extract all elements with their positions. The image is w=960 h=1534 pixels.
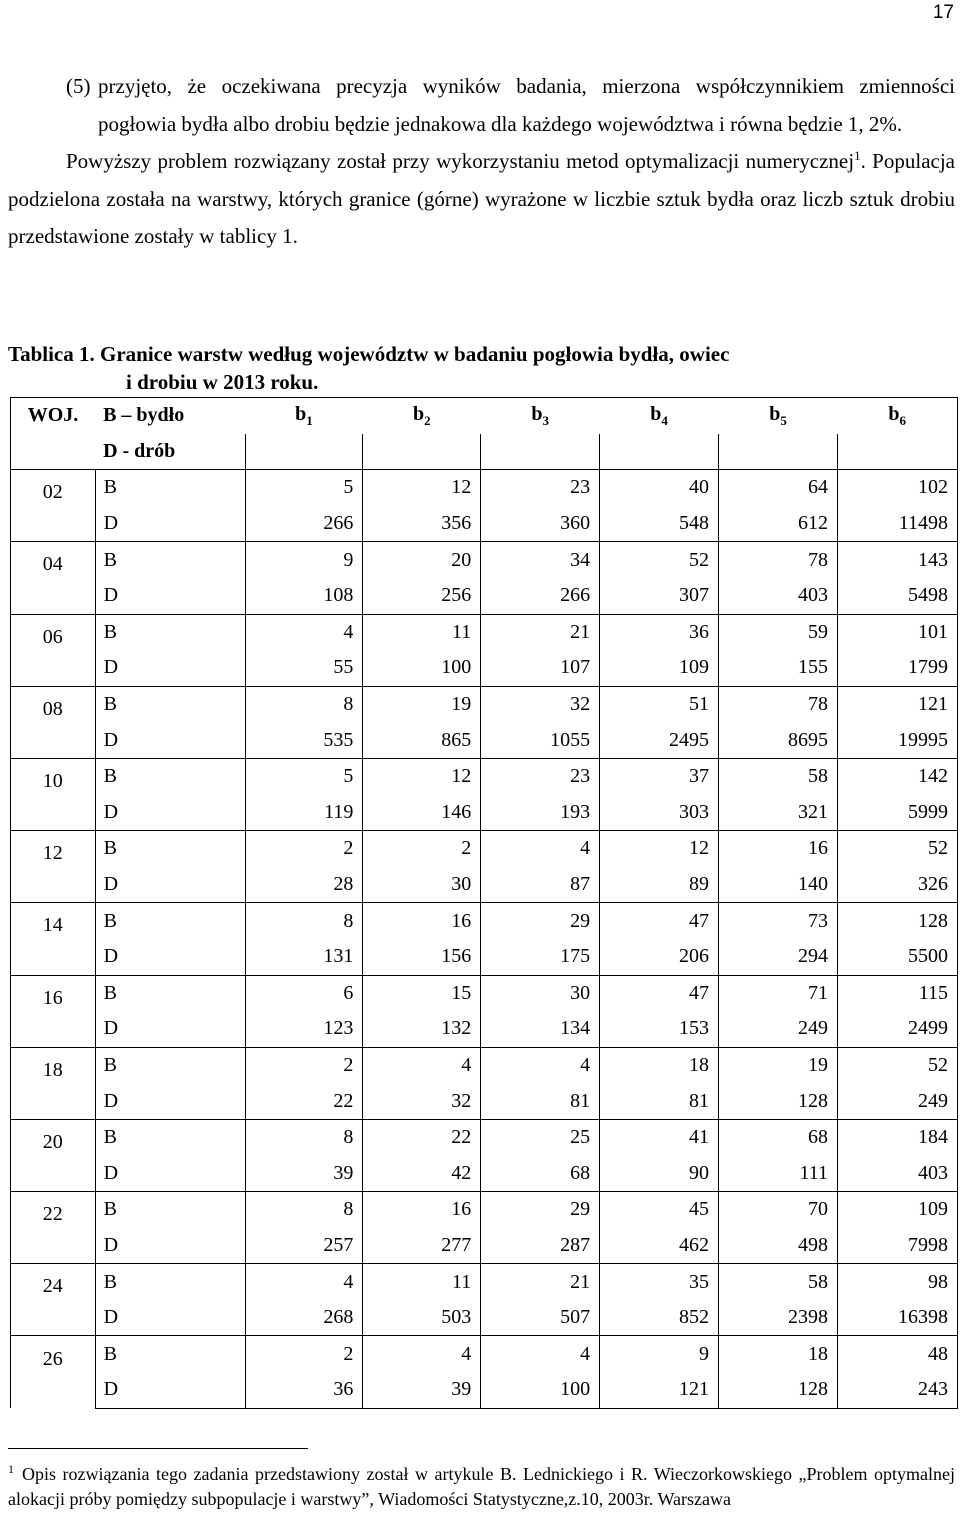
value-b4: 9	[600, 1336, 719, 1372]
value-b1: 8	[245, 1192, 363, 1228]
row-type-b: B	[95, 1192, 245, 1228]
value-b5: 68	[719, 1119, 838, 1155]
value-b5: 498	[719, 1228, 838, 1264]
table-row	[11, 758, 958, 794]
header-b2	[363, 398, 481, 434]
row-type-b: B	[95, 1264, 245, 1300]
table-row	[11, 867, 958, 903]
table-row	[11, 614, 958, 650]
value-b4: 47	[600, 903, 719, 939]
footnote-reference: 1	[854, 148, 861, 163]
value-b5: 70	[719, 1192, 838, 1228]
value-b2: 277	[363, 1228, 481, 1264]
woj-code-text: 22	[42, 1203, 63, 1226]
value-b4: 121	[600, 1372, 719, 1408]
woj-code-text: 26	[42, 1347, 63, 1370]
value-b1: 4	[245, 1264, 363, 1300]
woj-code-text: 12	[42, 842, 63, 865]
value-b2: 11	[363, 614, 481, 650]
value-b2: 16	[363, 903, 481, 939]
value-b3: 87	[481, 867, 600, 903]
table-row	[11, 975, 958, 1011]
table-header-row-2	[11, 434, 958, 470]
row-type-b: B	[95, 758, 245, 794]
value-b6: 403	[837, 1155, 957, 1191]
value-b4: 548	[600, 506, 719, 542]
value-b2: 12	[363, 758, 481, 794]
table-row	[11, 795, 958, 831]
value-b3: 23	[481, 470, 600, 506]
value-b5: 71	[719, 975, 838, 1011]
value-b3: 287	[481, 1228, 600, 1264]
value-b4: 35	[600, 1264, 719, 1300]
woj-code-text: 16	[42, 986, 63, 1009]
value-b5: 78	[719, 686, 838, 722]
value-b3: 1055	[481, 722, 600, 758]
header-b-base: b	[769, 402, 781, 425]
footnote-number: 1	[8, 1462, 14, 1476]
value-b6: 249	[837, 1083, 957, 1119]
value-b2: 146	[363, 795, 481, 831]
value-b5: 111	[719, 1155, 838, 1191]
woj-code	[11, 1264, 96, 1336]
value-b5: 2398	[719, 1300, 838, 1336]
table-row	[11, 1047, 958, 1083]
value-b2: 865	[363, 722, 481, 758]
value-b2: 4	[363, 1047, 481, 1083]
value-b5: 403	[719, 578, 838, 614]
value-b2: 32	[363, 1083, 481, 1119]
value-b3: 34	[481, 542, 600, 578]
value-b3: 4	[481, 831, 600, 867]
table-row	[11, 506, 958, 542]
table-row	[11, 903, 958, 939]
header-b-subscript: 4	[661, 412, 668, 428]
value-b1: 108	[245, 578, 363, 614]
woj-code	[11, 542, 96, 614]
table-header-row	[11, 398, 958, 434]
value-b6: 5500	[837, 939, 957, 975]
value-b2: 4	[363, 1336, 481, 1372]
row-type-b: B	[95, 470, 245, 506]
value-b6: 326	[837, 867, 957, 903]
value-b2: 11	[363, 1264, 481, 1300]
row-type-d: D	[95, 939, 245, 975]
table-row	[11, 831, 958, 867]
value-b1: 5	[245, 758, 363, 794]
value-b4: 18	[600, 1047, 719, 1083]
value-b1: 22	[245, 1083, 363, 1119]
value-b4: 89	[600, 867, 719, 903]
row-type-d: D	[95, 1228, 245, 1264]
value-b1: 8	[245, 686, 363, 722]
value-b4: 47	[600, 975, 719, 1011]
woj-code	[11, 686, 96, 758]
value-b6: 243	[837, 1372, 957, 1408]
list-item-5	[8, 68, 955, 143]
value-b1: 2	[245, 1336, 363, 1372]
header-b-subscript: 3	[542, 412, 549, 428]
woj-code	[11, 831, 96, 903]
value-b5: 73	[719, 903, 838, 939]
woj-code-text: 04	[42, 553, 63, 576]
header-b-subscript: 6	[899, 412, 907, 428]
table-row	[11, 1192, 958, 1228]
row-type-d: D	[95, 506, 245, 542]
value-b2: 2	[363, 831, 481, 867]
value-b3: 68	[481, 1155, 600, 1191]
row-type-b: B	[95, 1047, 245, 1083]
row-type-d: D	[95, 867, 245, 903]
value-b1: 4	[245, 614, 363, 650]
strata-table	[10, 397, 958, 1409]
value-b1: 6	[245, 975, 363, 1011]
value-b2: 16	[363, 1192, 481, 1228]
value-b1: 5	[245, 470, 363, 506]
row-type-b: B	[95, 903, 245, 939]
header-empty	[245, 434, 363, 470]
woj-code	[11, 903, 96, 975]
value-b6: 7998	[837, 1228, 957, 1264]
row-type-b: B	[95, 831, 245, 867]
table-row	[11, 722, 958, 758]
value-b2: 12	[363, 470, 481, 506]
table-row	[11, 1011, 958, 1047]
woj-code	[11, 975, 96, 1047]
woj-code-text: 08	[42, 697, 63, 720]
value-b1: 8	[245, 1119, 363, 1155]
woj-code	[11, 614, 96, 686]
paragraph-text-end: . Populacja podzielona została na warstwy, których granice (górne) wyrażone w liczbie sztuk bydła oraz liczb sztuk drobiu przedstawione zostały w tablicy 1.	[8, 149, 955, 248]
value-b4: 36	[600, 614, 719, 650]
header-b1	[245, 398, 363, 434]
header-b-subscript: 5	[780, 412, 787, 428]
value-b5: 321	[719, 795, 838, 831]
header-b4	[600, 398, 719, 434]
woj-code-text: 02	[42, 481, 63, 504]
table-row	[11, 578, 958, 614]
table-row	[11, 1083, 958, 1119]
header-empty	[837, 434, 957, 470]
row-type-b: B	[95, 1119, 245, 1155]
woj-code-text: 24	[42, 1275, 63, 1298]
value-b4: 52	[600, 542, 719, 578]
header-empty	[719, 434, 838, 470]
value-b5: 58	[719, 758, 838, 794]
woj-code	[11, 470, 96, 542]
value-b2: 42	[363, 1155, 481, 1191]
table-caption-line2: i drobiu w 2013 roku.	[126, 370, 319, 394]
value-b1: 36	[245, 1372, 363, 1408]
table-row	[11, 1155, 958, 1191]
value-b3: 360	[481, 506, 600, 542]
value-b5: 16	[719, 831, 838, 867]
value-b3: 4	[481, 1336, 600, 1372]
page-number: 17	[932, 2, 954, 23]
woj-code	[11, 758, 96, 830]
value-b4: 153	[600, 1011, 719, 1047]
table-row	[11, 1336, 958, 1372]
value-b4: 40	[600, 470, 719, 506]
header-woj: WOJ.	[11, 398, 96, 434]
header-b6	[837, 398, 957, 434]
value-b5: 249	[719, 1011, 838, 1047]
value-b5: 128	[719, 1372, 838, 1408]
header-b-subscript: 2	[424, 412, 431, 428]
row-type-b: B	[95, 975, 245, 1011]
header-b5	[719, 398, 838, 434]
value-b6: 109	[837, 1192, 957, 1228]
table-row	[11, 1119, 958, 1155]
value-b3: 32	[481, 686, 600, 722]
row-type-d: D	[95, 1083, 245, 1119]
value-b3: 25	[481, 1119, 600, 1155]
value-b1: 123	[245, 1011, 363, 1047]
value-b6: 102	[837, 470, 957, 506]
value-b3: 134	[481, 1011, 600, 1047]
value-b6: 5999	[837, 795, 957, 831]
value-b5: 140	[719, 867, 838, 903]
value-b5: 64	[719, 470, 838, 506]
header-b-base: b	[650, 402, 662, 425]
value-b5: 294	[719, 939, 838, 975]
value-b5: 128	[719, 1083, 838, 1119]
row-type-d: D	[95, 1372, 245, 1408]
footnote	[8, 1462, 955, 1511]
body-text	[8, 68, 955, 256]
value-b4: 37	[600, 758, 719, 794]
value-b4: 45	[600, 1192, 719, 1228]
value-b4: 852	[600, 1300, 719, 1336]
value-b2: 503	[363, 1300, 481, 1336]
row-type-d: D	[95, 722, 245, 758]
table-row	[11, 1228, 958, 1264]
value-b3: 81	[481, 1083, 600, 1119]
value-b4: 307	[600, 578, 719, 614]
table-caption-line1: Tablica 1. Granice warstw według województw w badaniu pogłowia bydła, owiec	[8, 342, 730, 366]
value-b1: 257	[245, 1228, 363, 1264]
value-b4: 41	[600, 1119, 719, 1155]
value-b5: 59	[719, 614, 838, 650]
value-b3: 507	[481, 1300, 600, 1336]
value-b6: 115	[837, 975, 957, 1011]
header-empty	[363, 434, 481, 470]
header-empty	[481, 434, 600, 470]
value-b6: 121	[837, 686, 957, 722]
woj-code-text: 06	[42, 625, 63, 648]
woj-code-text: 20	[42, 1130, 63, 1153]
value-b2: 22	[363, 1119, 481, 1155]
value-b3: 21	[481, 614, 600, 650]
woj-code-text: 18	[42, 1058, 63, 1081]
paragraph	[8, 143, 955, 256]
value-b1: 119	[245, 795, 363, 831]
value-b3: 107	[481, 650, 600, 686]
header-type-line2: D - drób	[95, 434, 245, 470]
value-b1: 131	[245, 939, 363, 975]
value-b3: 30	[481, 975, 600, 1011]
value-b3: 4	[481, 1047, 600, 1083]
value-b1: 9	[245, 542, 363, 578]
table-row	[11, 1300, 958, 1336]
value-b5: 155	[719, 650, 838, 686]
row-type-d: D	[95, 578, 245, 614]
row-type-d: D	[95, 650, 245, 686]
value-b3: 175	[481, 939, 600, 975]
value-b6: 52	[837, 1047, 957, 1083]
value-b6: 5498	[837, 578, 957, 614]
value-b4: 51	[600, 686, 719, 722]
row-type-b: B	[95, 686, 245, 722]
value-b1: 39	[245, 1155, 363, 1191]
value-b2: 20	[363, 542, 481, 578]
woj-code	[11, 1119, 96, 1191]
table-row	[11, 686, 958, 722]
value-b6: 48	[837, 1336, 957, 1372]
value-b1: 2	[245, 831, 363, 867]
woj-code-text: 14	[42, 914, 63, 937]
value-b2: 39	[363, 1372, 481, 1408]
value-b3: 193	[481, 795, 600, 831]
value-b6: 143	[837, 542, 957, 578]
row-type-b: B	[95, 1336, 245, 1372]
header-b-base: b	[888, 402, 900, 425]
value-b5: 8695	[719, 722, 838, 758]
value-b2: 15	[363, 975, 481, 1011]
value-b2: 19	[363, 686, 481, 722]
value-b3: 21	[481, 1264, 600, 1300]
woj-code-text: 10	[42, 770, 63, 793]
value-b1: 266	[245, 506, 363, 542]
value-b4: 109	[600, 650, 719, 686]
value-b3: 266	[481, 578, 600, 614]
row-type-d: D	[95, 795, 245, 831]
header-type: B – bydło	[95, 398, 245, 434]
value-b6: 98	[837, 1264, 957, 1300]
value-b6: 16398	[837, 1300, 957, 1336]
header-empty	[11, 434, 96, 470]
value-b5: 612	[719, 506, 838, 542]
woj-code	[11, 1336, 96, 1408]
value-b3: 29	[481, 1192, 600, 1228]
value-b6: 52	[837, 831, 957, 867]
header-b-subscript: 1	[306, 412, 313, 428]
row-type-b: B	[95, 614, 245, 650]
list-item-text: przyjęto, że oczekiwana precyzja wyników badania, mierzona współczynnikiem zmienności pogłowia bydła albo drobiu będzie jednakowa dla każdego województwa i równa będzie 1, 2%.	[98, 74, 955, 136]
value-b4: 2495	[600, 722, 719, 758]
value-b5: 19	[719, 1047, 838, 1083]
value-b5: 78	[719, 542, 838, 578]
value-b4: 462	[600, 1228, 719, 1264]
value-b2: 156	[363, 939, 481, 975]
row-type-b: B	[95, 542, 245, 578]
value-b2: 30	[363, 867, 481, 903]
value-b4: 12	[600, 831, 719, 867]
woj-code	[11, 1192, 96, 1264]
value-b2: 356	[363, 506, 481, 542]
table-caption	[8, 340, 955, 396]
footnote-separator	[8, 1448, 308, 1449]
value-b6: 101	[837, 614, 957, 650]
list-item-marker: (5)	[66, 74, 91, 98]
paragraph-text-start: Powyższy problem rozwiązany został przy wykorzystaniu metod optymalizacji numerycznej	[66, 149, 855, 173]
row-type-d: D	[95, 1011, 245, 1047]
value-b3: 100	[481, 1372, 600, 1408]
table-row	[11, 542, 958, 578]
value-b6: 128	[837, 903, 957, 939]
header-b-base: b	[531, 402, 543, 425]
value-b4: 81	[600, 1083, 719, 1119]
table-row	[11, 1372, 958, 1408]
woj-code	[11, 1047, 96, 1119]
table-row	[11, 939, 958, 975]
value-b2: 132	[363, 1011, 481, 1047]
value-b1: 55	[245, 650, 363, 686]
header-b3	[481, 398, 600, 434]
footnote-text: Opis rozwiązania tego zadania przedstawiony został w artykule B. Lednickiego i R. Wieczorkowskiego „Problem optymalnej alokacji próby pomiędzy subpopulacje i warstwy”, Wiadomości Statystyczne,z.10, 2003r. Warszawa	[8, 1464, 955, 1509]
value-b6: 184	[837, 1119, 957, 1155]
value-b3: 29	[481, 903, 600, 939]
value-b2: 256	[363, 578, 481, 614]
value-b6: 11498	[837, 506, 957, 542]
header-b-base: b	[295, 402, 307, 425]
value-b6: 2499	[837, 1011, 957, 1047]
value-b1: 28	[245, 867, 363, 903]
value-b6: 142	[837, 758, 957, 794]
value-b4: 303	[600, 795, 719, 831]
value-b4: 90	[600, 1155, 719, 1191]
value-b1: 2	[245, 1047, 363, 1083]
value-b4: 206	[600, 939, 719, 975]
table-row	[11, 650, 958, 686]
table-row	[11, 470, 958, 506]
value-b6: 1799	[837, 650, 957, 686]
value-b3: 23	[481, 758, 600, 794]
value-b6: 19995	[837, 722, 957, 758]
value-b1: 268	[245, 1300, 363, 1336]
row-type-d: D	[95, 1300, 245, 1336]
table-row	[11, 1264, 958, 1300]
value-b2: 100	[363, 650, 481, 686]
value-b5: 58	[719, 1264, 838, 1300]
value-b1: 8	[245, 903, 363, 939]
header-b-base: b	[412, 402, 425, 425]
header-empty	[600, 434, 719, 470]
value-b5: 18	[719, 1336, 838, 1372]
row-type-d: D	[95, 1155, 245, 1191]
value-b1: 535	[245, 722, 363, 758]
